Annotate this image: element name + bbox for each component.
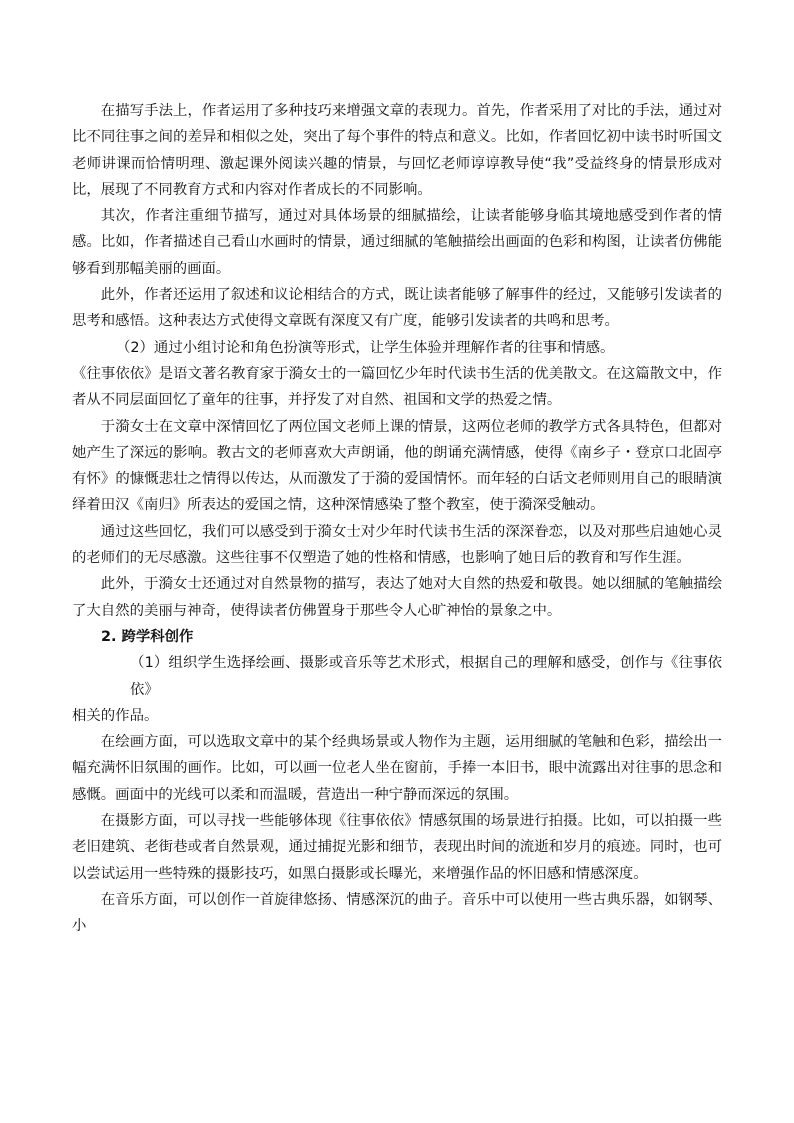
paragraph-music: 在音乐方面，可以创作一首旋律悠扬、情感深沉的曲子。音乐中可以使用一些古典乐器，如钢琴、小 — [72, 891, 722, 935]
subheading-art-creation: （1）组织学生选择绘画、摄影或音乐等艺术形式，根据自己的理解和感受，创作与《往事依依》 — [130, 655, 722, 698]
paragraph-detail-description: 其次，作者注重细节描写，通过对具体场景的细腻描绘，让读者能够身临其境地感受到作者的情感。比如，作者描述自己看山水画时的情景，通过细腻的笔触描绘出画面的色彩和构图，让读者仿佛能够看到那幅美丽的画面。 — [72, 208, 722, 277]
document-page — [72, 98, 722, 940]
paragraph-narration-argument: 此外，作者还运用了叙述和议论相结合的方式，既让读者能够了解事件的经过，又能够引发读者的思考和感悟。这种表达方式使得文章既有深度又有广度，能够引发读者的共鸣和思考。 — [72, 287, 722, 330]
subheading-group-discussion: （2）通过小组讨论和角色扮演等形式，让学生体验并理解作者的往事和情感。 — [116, 339, 615, 356]
paragraph-two-teachers: 于漪女士在文章中深情回忆了两位国文老师上课的情景，这两位老师的教学方式各具特色，但都对她产生了深远的影响。教古文的老师喜欢大声朗诵，他的朗诵充满情感，使得《南乡子・登京口北固亭有怀》的慷慨悲壮之情得以传达，从而激发了于漪的爱国情怀。而年轻的白话文老师则用自己的眼睛演绎着田汉《南归》所表达的爱国之情，这种深情感染了整个教室，使于漪深受触动。 — [72, 418, 722, 514]
paragraph-essay-intro: 《往事依依》是语文著名教育家于漪女士的一篇回忆少年时代读书生活的优美散文。在这篇散文中，作者从不同层面回忆了童年的往事，并抒发了对自然、祖国和文学的热爱之情。 — [72, 365, 722, 409]
paragraph-contrast-technique: 在描写手法上，作者运用了多种技巧来增强文章的表现力。首先，作者采用了对比的手法，通过对比不同往事之间的差异和相似之处，突出了每个事件的特点和意义。比如，作者回忆初中读书时听国文老师讲课而恰情明理、激起课外阅读兴趣的情景，与回忆老师谆谆教导使“我”受益终身的情景形成对比，展现了不同教育方式和内容对作者成长的不同影响。 — [72, 103, 722, 198]
paragraph-photography: 在摄影方面，可以寻找一些能够体现《往事依依》情感氛围的场景进行拍摄。比如，可以拍摄一些老旧建筑、老街巷或者自然景观，通过捕捉光影和细节，表现出时间的流逝和岁月的痕迹。同时，也可以尝试运用一些特殊的摄影技巧，如黑白摄影或长曝光，来增强作品的怀旧感和情感深度。 — [72, 813, 722, 882]
paragraph-nature: 此外，于漪女士还通过对自然景物的描写，表达了她对大自然的热爱和敬畏。她以细腻的笔触描绘了大自然的美丽与神奇，使得读者仿佛置身于那些令人心旷神怡的景象之中。 — [72, 576, 722, 619]
subheading-art-creation-cont: 相关的作品。 — [72, 707, 159, 724]
paragraph-memories: 通过这些回忆，我们可以感受到于漪女士对少年时代读书生活的深深眷恋，以及对那些启迪她心灵的老师们的无尽感激。这些往事不仅塑造了她的性格和情感，也影响了她日后的教育和写作生涯。 — [72, 523, 722, 567]
heading-cross-discipline: 2. 跨学科创作 — [101, 628, 194, 645]
paragraph-painting: 在绘画方面，可以选取文章中的某个经典场景或人物作为主题，运用细腻的笔触和色彩，描绘出一幅充满怀旧氛围的画作。比如，可以画一位老人坐在窗前，手捧一本旧书，眼中流露出对往事的思念和感慨。画面中的光线可以柔和而温暖，营造出一种宁静而深远的氛围。 — [72, 734, 722, 803]
